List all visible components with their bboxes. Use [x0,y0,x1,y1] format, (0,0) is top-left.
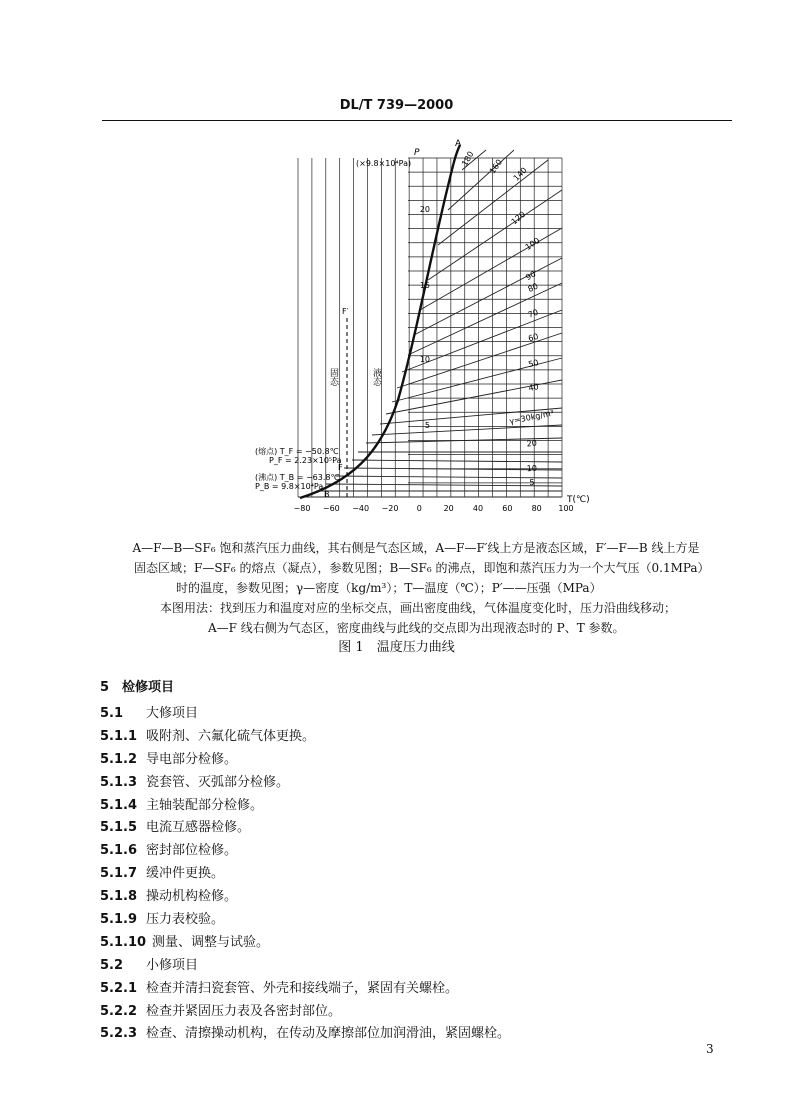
item-text: 检查、清擦操动机构，在传动及摩擦部位加润滑油，紧固螺栓。 [146,1026,511,1042]
list-item [100,726,510,749]
list-item [100,886,510,909]
item-text: 瓷套管、灭弧部分检修。 [146,774,290,790]
curve-label-f: F [338,463,343,472]
y-tick-label: 5 [424,421,430,430]
pressure-unit-label: (×9.8×10⁴Pa) [356,159,412,168]
density-label: 90 [524,269,538,283]
item-text: 检查并清扫瓷套管、外壳和接线端子，紧固有关螺栓。 [146,980,459,996]
item-text: 操动机构检修。 [146,889,238,905]
x-tick-label: 20 [443,504,454,513]
item-number: 5.1.3 [100,774,138,790]
item-number: 5.1.6 [100,843,138,859]
x-axis-label: T(℃) [567,495,590,505]
item-text: 压力表校验。 [146,912,225,928]
x-tick-label: 40 [472,504,484,513]
caption-line-2: 固态区域；F—SF₆ 的熔点（凝点），参数见图；B—SF₆ 的沸点，即饱和蒸汽压力为一个大气压（0.1MPa） [134,561,710,575]
document-code: DL/T 739—2000 [339,98,454,113]
item-number: 5.2 [100,957,124,973]
item-text: 缓冲件更换。 [146,866,225,882]
y-tick-label: 10 [419,355,430,364]
density-curve [336,476,562,478]
list-item [100,932,510,955]
item-text: 主轴装配部分检修。 [146,797,264,813]
temperature-pressure-chart [200,128,600,520]
item-text: 导电部分检修。 [146,751,238,767]
region-solid-label: 固态 [328,368,338,386]
density-curves [316,150,562,491]
item-number: 5.1.4 [100,797,138,813]
caption-line-4: 本图用法：找到压力和温度对应的坐标交点，画出密度曲线，气体温度变化时，压力沿曲线移动； [160,601,677,615]
item-number: 5.2.1 [100,980,138,996]
header-rule [102,120,732,121]
density-label: 80 [526,281,540,294]
item-number: 5.1.2 [100,751,138,767]
caption-line-5: A—F 线右侧为气态区，密度曲线与此线的交点即为出现液态时的 P、T 参数。 [208,621,625,635]
list-item [100,749,510,772]
list-item [100,795,510,818]
item-number: 5.1.9 [100,912,138,928]
saturation-curve-line [300,145,460,498]
y-tick-label: 20 [419,205,430,214]
density-label: 10 [526,463,538,474]
x-tick-label: 60 [502,504,513,513]
melting-point-pressure: P_F = 2.23×10⁵Pa [269,456,342,465]
density-curve [448,150,514,210]
list-item [100,978,510,1001]
item-number: 5.1.8 [100,889,138,905]
page-number: 3 [706,1042,714,1056]
saturation-curve [300,145,460,498]
x-tick-label: −20 [381,504,399,513]
x-tick-label: −80 [293,504,311,513]
list-item [100,1001,510,1024]
item-text: 检查并紧固压力表及各密封部位。 [146,1003,342,1019]
list-item [100,840,510,863]
list-item [100,772,510,795]
y-tick-labels [420,205,430,430]
list-item [100,909,510,932]
density-label: 40 [527,382,540,393]
list-item [100,955,510,978]
list-item [100,1023,510,1046]
item-text: 小修项目 [146,957,199,973]
item-text: 密封部位检修。 [146,843,238,859]
density-label: 180 [460,149,476,168]
boiling-point-pressure: P_B = 9.8×10⁴Pa [255,482,324,491]
list-item [100,703,510,726]
y-axis-label: P [414,148,420,158]
item-number: 5.2.3 [100,1026,138,1042]
item-text: 测量、调整与试验。 [152,934,270,950]
item-number: 5.1.7 [100,866,138,882]
item-number: 5.1 [100,706,124,721]
item-number: 5.2.2 [100,1003,138,1019]
density-label: 120 [509,209,528,227]
item-text: 吸附剂、六氟化硫气体更换。 [146,728,316,744]
density-label: 160 [487,157,505,176]
curve-label-f-prime: F′ [342,307,349,316]
caption-line-3: 时的温度，参数见图；γ—密度（kg/m³）；T—温度（℃）；P′——压强（MPa） [176,581,602,595]
density-label: 140 [511,165,529,183]
x-tick-label: 100 [558,504,574,513]
list-item [100,817,510,840]
y-tick-label: 15 [419,281,430,290]
boiling-point-label: (沸点) T_B = −63.8℃ [255,473,340,482]
density-curve [352,460,562,462]
section-heading: 5 检修项目 [100,680,175,695]
region-liquid-label: 液态 [371,368,381,386]
item-number: 5.1.5 [100,820,138,836]
density-label: 60 [527,331,540,344]
figure-title: 图 1 温度压力曲线 [338,640,455,655]
item-number: 5.1.10 [100,934,147,950]
caption-line-1: A—F—B—SF₆ 饱和蒸汽压力曲线，其右侧是气态区域，A—F—F′线上方是液态区域，F′—F—B 线上方是 [132,541,700,555]
maintenance-item-list [100,703,510,1046]
x-tick-label: 0 [416,504,422,513]
density-curve [326,484,562,486]
item-number: 5.1.1 [100,728,138,744]
density-label: 100 [523,235,542,252]
curve-label-a: A [455,139,462,149]
x-tick-label: −40 [352,504,370,513]
x-tick-labels [294,504,574,513]
item-text: 电流互感器检修。 [146,820,251,836]
density-label: 50 [527,358,540,370]
density-label: 5 [529,477,535,488]
item-text: 大修项目 [146,706,199,721]
density-curve [414,258,562,335]
x-tick-label: −60 [322,504,340,513]
curve-label-b: B [324,490,330,499]
melting-point-label: (熔点) T_F = −50.8℃ [255,447,339,456]
density-label: 70 [526,307,540,320]
density-label: 20 [526,438,538,449]
gamma-density-label: γ=30kg/m³ [508,408,555,426]
x-tick-label: 80 [531,504,542,513]
list-item [100,863,510,886]
